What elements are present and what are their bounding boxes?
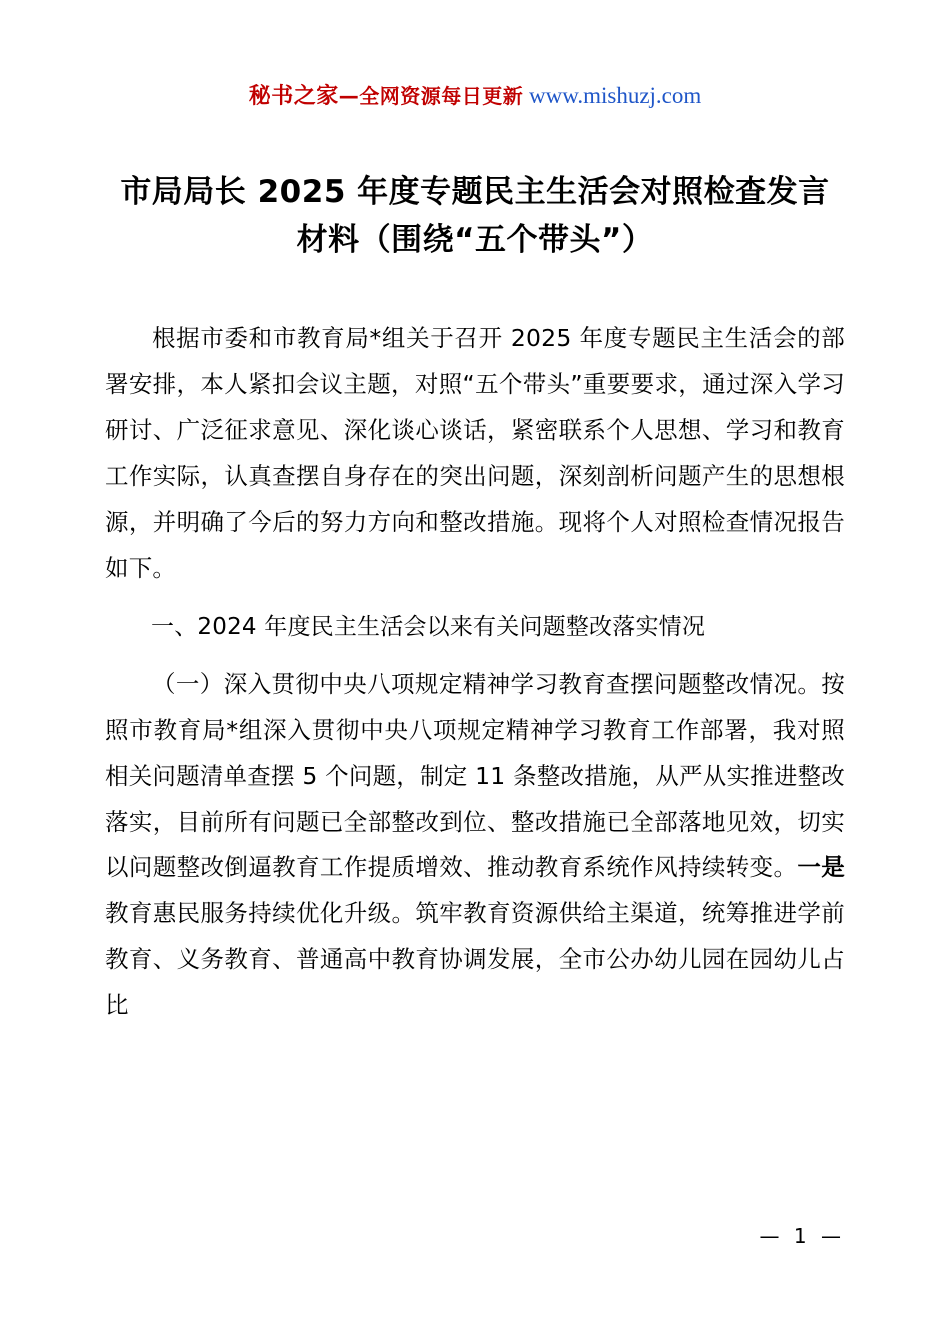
site-url[interactable]: www.mishuzj.com <box>529 83 702 108</box>
document-body <box>105 316 845 1028</box>
paragraph-subsection-one-lead: （一）深入贯彻中央八项规定精神学习教育查摆问题整改情况。按照市教育局*组深入贯彻中央八项规定精神学习教育工作部署，我对照相关问题清单查摆 5 个问题，制定 11 条整改措施，从严从实推进整改落实，目前所有问题已全部整改到位、整改措施已全部落地见效，切实以问题整改倒逼教育工作提质增效、推动教育系统作风持续转变。 <box>105 670 845 882</box>
site-watermark-header <box>105 0 845 110</box>
inline-emphasis-first-point: 一是 <box>797 853 845 882</box>
page-title: 市局局长 2025 年度专题民主生活会对照检查发言材料（围绕“五个带头”） <box>120 174 830 259</box>
paragraph-subsection-one <box>105 662 845 1029</box>
section-heading-one: 一、2024 年度民主生活会以来有关问题整改落实情况 <box>151 614 706 641</box>
paragraph-intro: 根据市委和市教育局*组关于召开 2025 年度专题民主生活会的部署安排，本人紧扣会议主题，对照“五个带头”重要要求，通过深入学习研讨、广泛征求意见、深化谈心谈话，紧密联系个人思想、学习和教育工作实际，认真查摆自身存在的突出问题，深刻剖析问题产生的思想根源，并明确了今后的努力方向和整改措施。现将个人对照检查情况报告如下。 <box>105 324 845 582</box>
site-tagline: —全网资源每日更新 <box>338 84 524 108</box>
page-number: — 1 — <box>759 1224 845 1248</box>
site-brand: 秘书之家 <box>248 84 339 109</box>
paragraph-subsection-one-tail: 教育惠民服务持续优化升级。筑牢教育资源供给主渠道，统筹推进学前教育、义务教育、普通高中教育协调发展，全市公办幼儿园在园幼儿占比 <box>105 899 845 1019</box>
